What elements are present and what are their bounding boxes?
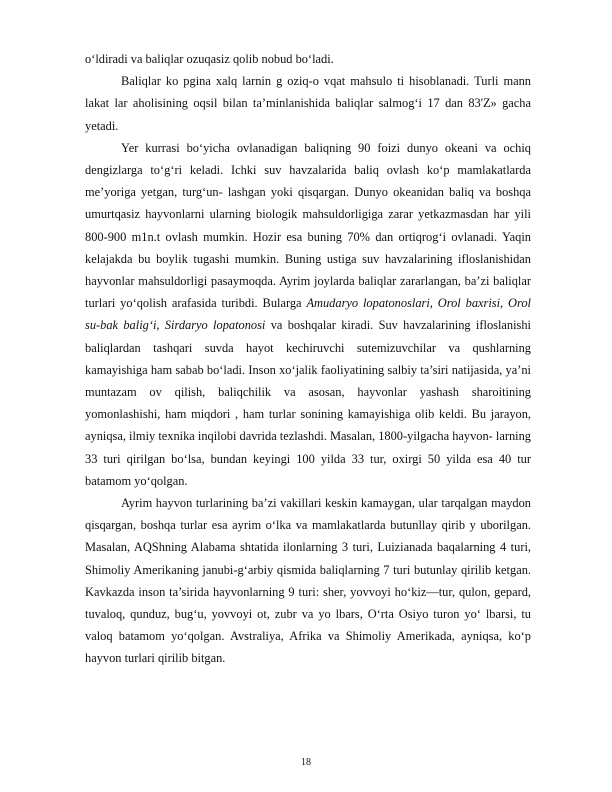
paragraph-4-text: Ayrim hayvon turlarining ba’zi vakillari keskin kamaygan, ular tarqalgan maydon qisqargan, boshqa turlar esa ayrim o‘lka va mamlakatlarda butunllay qirib y uborilgan. Masalan, AQShning Alabama shtatida ilonlarning 3 turi, Luizianada baqalarning 4 turi, Shimoliy Amerikaning janubi-g‘arbiy qismida baliqlarning 7 turi butunlay qirilib ketgan. Kavkazda inson ta’sirida hayvonlarning 9 turi: sher, yovvoyi ho‘kiz—tur, qulon, gepard, tuvaloq, qunduz, bug‘u, yovvoyi ot, zubr va yo lbars, O‘rta Osiyo turon yo‘ lbarsi, tu valoq batamom yo‘qolgan. Avstraliya, Afrika va Shimoliy Amerikada, ayniqsa, ko‘p hayvon turlari qirilib bitgan. xyxy=(85,496,531,666)
paragraph-3-text-end: va boshqalar kiradi. Suv havzalarining ifloslanishi baliqlardan tashqari suvda hayot kechiruvchi sutemizuvchilar va qushlarning kamayishiga ham sabab bo‘ladi. Inson xo‘jalik faoliyatining salbiy ta’siri natijasida, ya’ni muntazam ov qilish, baliqchilik va asosan, hayvonlar yashash sharoitining yomonlashishi, ham miqdori , ham turlar sonining kamayishiga olib keldi. Bu jarayon, ayniqsa, ilmiy texnika inqilobi davrida tezlashdi. Masalan, 1800-yilgacha hayvon- larning 33 turi qirilgan bo‘lsa, bundan keyingi 100 yilda 33 tur, oxirgi 50 yilda esa 40 tur batamom yo‘qolgan. xyxy=(85,318,531,488)
paragraph-2-text: Baliqlar ko pgina xalq larnin g oziq-o vqat mahsulo ti hisoblanadi. Turli mann lakat lar aholisining oqsil bilan ta’minlanishida baliqlar salmog‘i 17 dan 83'Z» gacha yetadi. xyxy=(85,74,531,133)
paragraph-3-species-list: Amudaryo lopatonoslari, Orol baxrisi, Orol su-bak balig‘i, Sirdaryo lopatonosi xyxy=(85,296,531,333)
page-number: 18 xyxy=(301,757,311,768)
paragraph-3-text-start: Yer kurrasi bo‘yicha ovlanadigan baliqning 90 foizi dunyo okeani va ochiq dengizlarga to‘g‘ri keladi. Ichki suv havzalarida baliq ovlash ko‘p mamlakatlarda me’yoriga yetgan, turg‘un- lashgan yoki qisqargan. Dunyo okeanidan baliq va boshqa umurtqasiz hayvonlarni ularning biologik mahsuldorligiga zarar yetkazmasdan har yili 800-900 m1n.t ovlash mumkin. Hozir esa buning 70% dan ortiqrog‘i ovlanadi. Yaqin kelajakda bu boylik tugashi mumkin. Buning ustiga suv havzalarining ifloslanishidan hayvonlar mahsuldorligi pasaymoqda. Ayrim joylarda baliqlar zararlangan, ba’zi baliqlar turlari yo‘qolish arafasida turibdi. Bularga xyxy=(85,140,531,311)
document-body xyxy=(85,48,531,670)
paragraph-2 xyxy=(85,70,531,137)
paragraph-4 xyxy=(85,492,531,670)
paragraph-1-text: o‘ldiradi va baliqlar ozuqasiz qolib nobud bo‘ladi. xyxy=(85,52,334,66)
paragraph-1 xyxy=(85,48,531,70)
paragraph-3 xyxy=(85,137,531,492)
